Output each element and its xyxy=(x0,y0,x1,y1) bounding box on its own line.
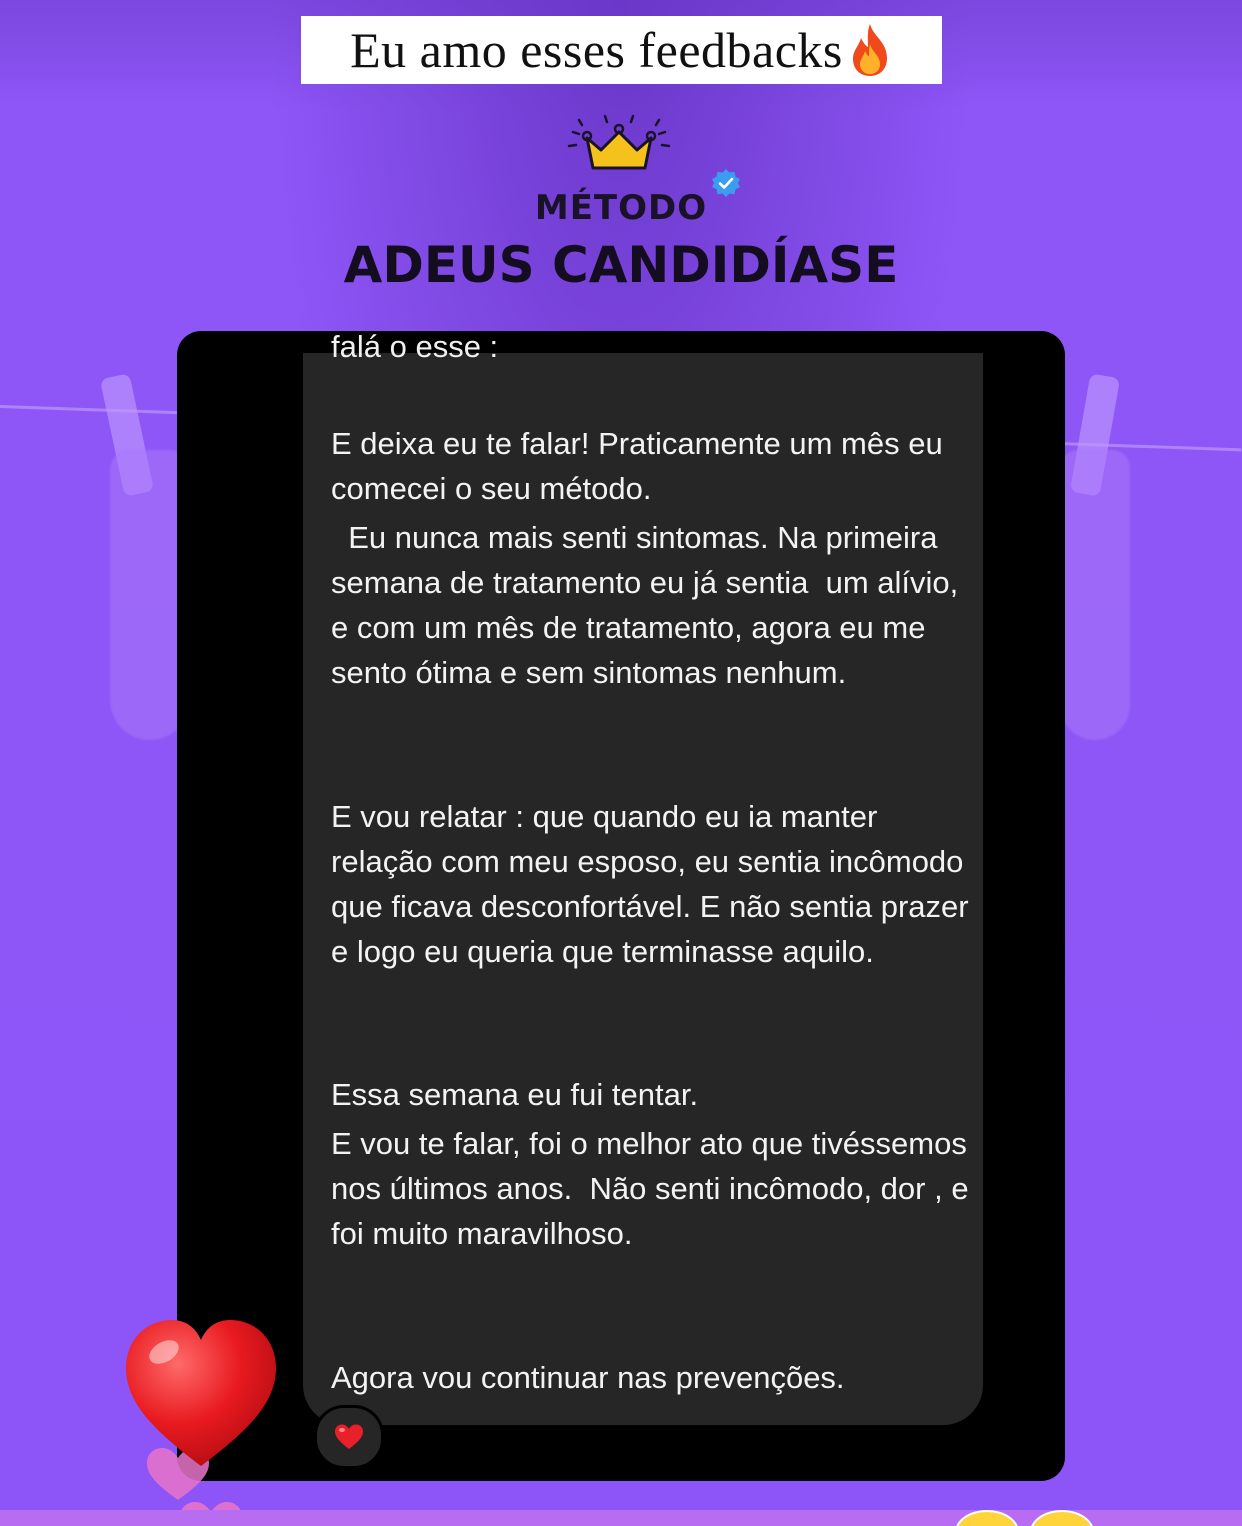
heart-icon xyxy=(120,1312,282,1472)
cropped-message-text: falá o esse : xyxy=(331,331,499,364)
message-bubble xyxy=(303,331,983,1425)
verified-badge-icon xyxy=(711,168,741,198)
fabric-right-decoration xyxy=(1060,450,1130,740)
brand-line-1: MÉTODO xyxy=(534,188,708,228)
message-paragraph-4: Essa semana eu fui tentar. xyxy=(331,1077,699,1112)
message-paragraph-6: Agora vou continuar nas prevenções. xyxy=(331,1360,845,1395)
heart-icon xyxy=(334,1423,364,1451)
brand-logo xyxy=(321,108,921,308)
message-paragraph-5: E vou te falar, foi o melhor ato que tivéssemos nos últimos anos. Não senti incômodo, dor , e foi muito maravilhoso. xyxy=(331,1126,978,1251)
reaction-chip[interactable] xyxy=(314,1405,384,1469)
message-paragraph-2: Eu nunca mais senti sintomas. Na primeira semana de tratamento eu já sentia um alívio, e com um mês de tratamento, agora eu me sento ótima e sem sintomas nenhum. xyxy=(331,520,967,690)
crown-icon xyxy=(563,112,675,174)
banner-text: Eu amo esses feedbacks xyxy=(350,22,843,78)
header-banner xyxy=(301,16,942,84)
message-paragraph-1: E deixa eu te falar! Praticamente um mês eu comecei o seu método. xyxy=(331,426,952,506)
chat-screenshot xyxy=(177,331,1065,1481)
fire-icon xyxy=(847,22,893,78)
message-paragraph-3: E vou relatar : que quando eu ia manter relação com meu esposo, eu sentia incômodo que ficava desconfortável. E não sentia prazer e logo eu queria que terminasse aquilo. xyxy=(331,799,978,969)
brand-line-2: ADEUS CANDIDÍASE xyxy=(343,236,899,294)
